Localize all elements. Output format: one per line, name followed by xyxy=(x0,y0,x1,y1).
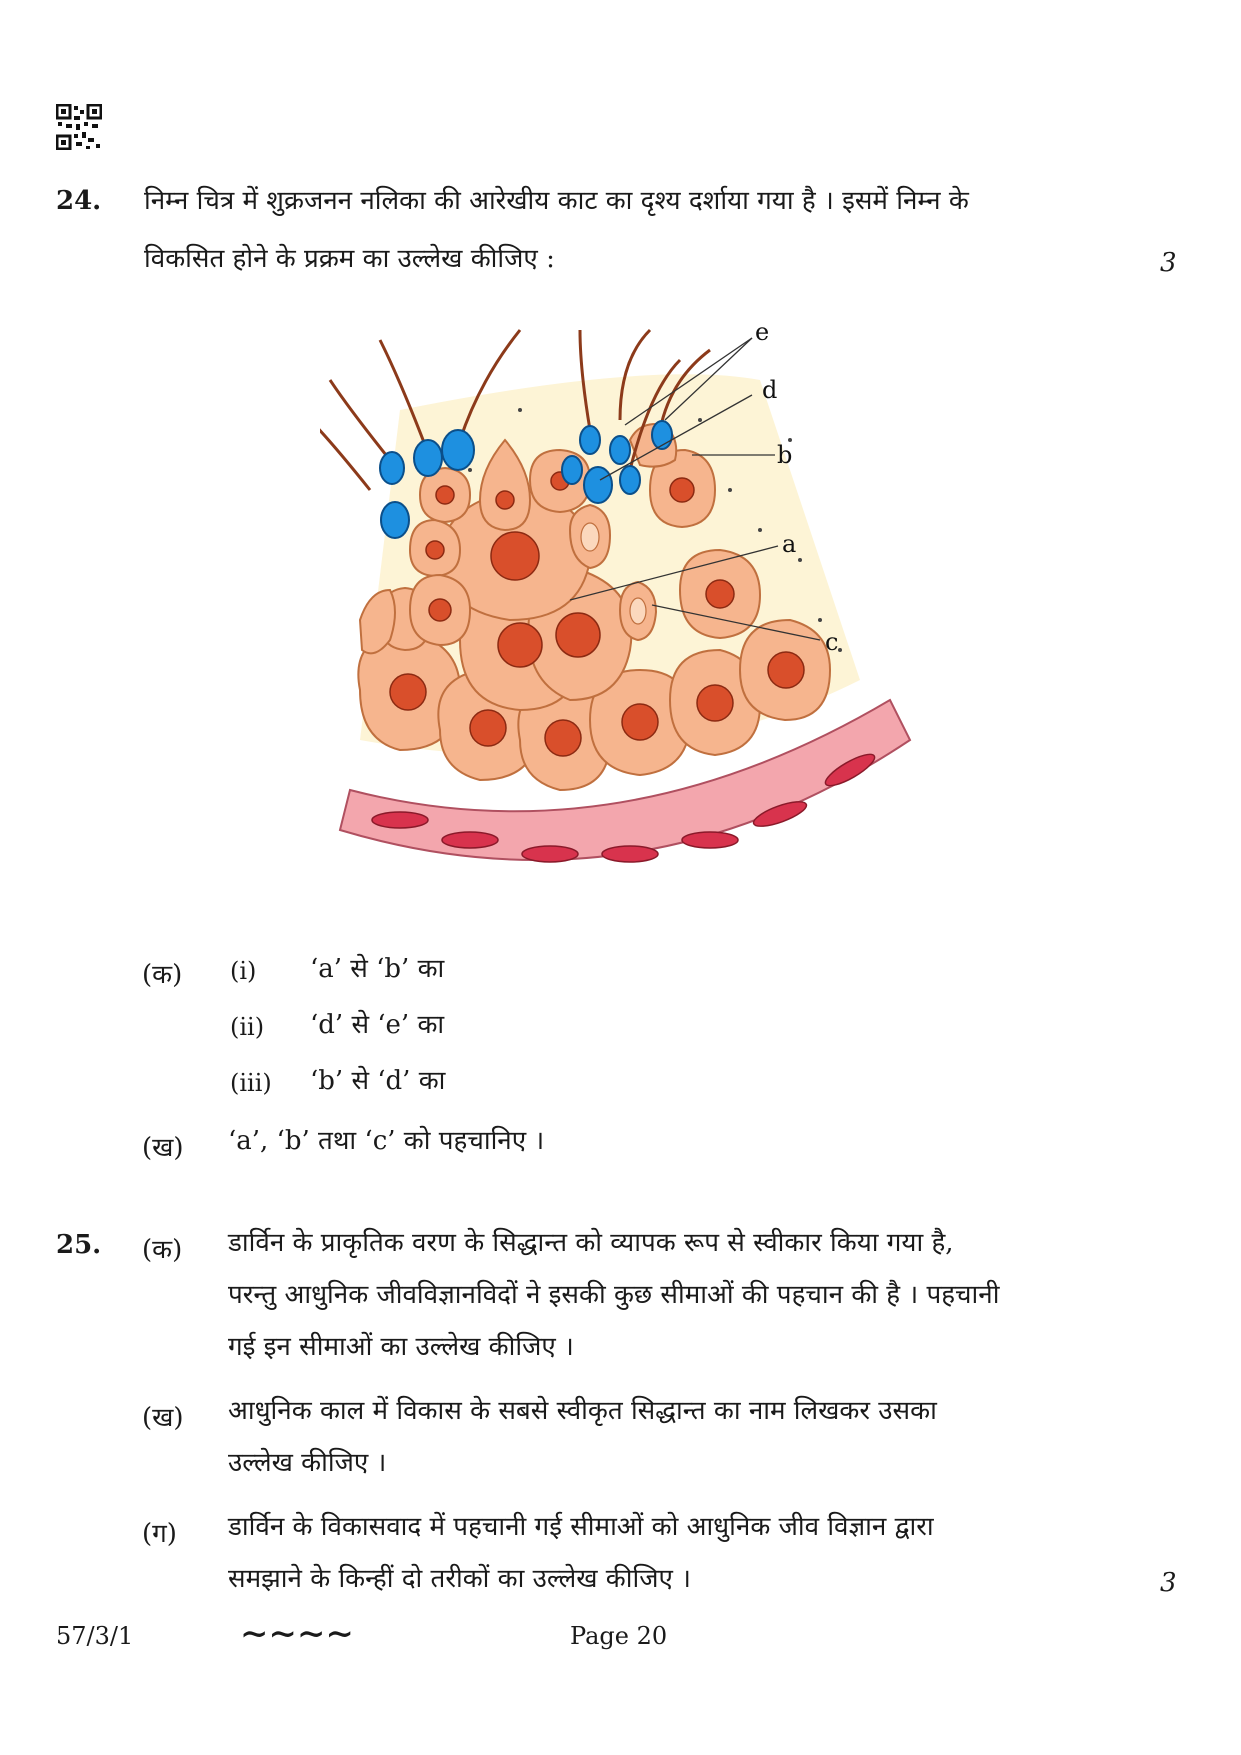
sperm-head xyxy=(610,436,630,464)
question-text-line: गई इन सीमाओं का उल्लेख कीजिए । xyxy=(228,1332,574,1362)
paper-code: 57/3/1 xyxy=(56,1622,134,1650)
figure-label-a: a xyxy=(782,530,797,558)
figure-label-d: d xyxy=(762,376,778,404)
question-text-line: निम्न चित्र में शुक्रजनन नलिका की आरेखीय काट का दृश्य दर्शाया गया है । इसमें निम्न के xyxy=(144,186,969,216)
figure-label-c: c xyxy=(825,628,839,656)
question-text-line: डार्विन के विकासवाद में पहचानी गई सीमाओं को आधुनिक जीव विज्ञान द्वारा xyxy=(228,1512,934,1542)
question-number: 25. xyxy=(56,1230,102,1260)
sub-item-number: (iii) xyxy=(230,1069,272,1097)
sperm-head xyxy=(380,452,404,484)
sub-item-text: ‘d’ से ‘e’ का xyxy=(310,1010,445,1040)
question-text-line: ‘a’, ‘b’ तथा ‘c’ को पहचानिए । xyxy=(228,1126,545,1156)
sperm-head xyxy=(381,502,409,538)
part-label: (ग) xyxy=(142,1519,177,1549)
sub-item-text: ‘a’ से ‘b’ का xyxy=(310,954,445,984)
part-label: (ख) xyxy=(142,1133,184,1163)
part-label: (क) xyxy=(142,1235,183,1265)
figure-label-e: e xyxy=(755,320,770,346)
question-text-line: समझाने के किन्हीं दो तरीकों का उल्लेख कीजिए । xyxy=(228,1564,692,1594)
question-text-line: विकसित होने के प्रक्रम का उल्लेख कीजिए : xyxy=(144,244,555,274)
page-number: Page 20 xyxy=(570,1622,668,1650)
qr-code-icon xyxy=(56,104,102,150)
sperm-head xyxy=(442,430,474,470)
sperm-head xyxy=(620,466,640,494)
part-label: (ख) xyxy=(142,1403,184,1433)
question-text-line: परन्तु आधुनिक जीवविज्ञानविदों ने इसकी कुछ सीमाओं की पहचान की है । पहचानी xyxy=(228,1280,1000,1310)
sub-item-number: (i) xyxy=(230,957,257,985)
sub-item-text: ‘b’ से ‘d’ का xyxy=(310,1066,446,1096)
sperm-head xyxy=(584,467,612,503)
sperm-head xyxy=(580,426,600,454)
seminiferous-tubule-diagram xyxy=(320,320,960,910)
question-number: 24. xyxy=(56,186,102,216)
marks: 3 xyxy=(1160,248,1177,278)
marks: 3 xyxy=(1160,1568,1177,1598)
part-label: (क) xyxy=(142,960,183,990)
question-text-line: डार्विन के प्राकृतिक वरण के सिद्धान्त को व्यापक रूप से स्वीकार किया गया है, xyxy=(228,1228,954,1258)
question-text-line: आधुनिक काल में विकास के सबसे स्वीकृत सिद्धान्त का नाम लिखकर उसका xyxy=(228,1396,937,1426)
footer-decoration: ∼∼∼∼ xyxy=(240,1614,354,1654)
sub-item-number: (ii) xyxy=(230,1013,265,1041)
sperm-head xyxy=(414,440,442,476)
sperm-head xyxy=(562,456,582,484)
question-text-line: उल्लेख कीजिए । xyxy=(228,1448,387,1478)
figure-label-b: b xyxy=(777,441,793,469)
